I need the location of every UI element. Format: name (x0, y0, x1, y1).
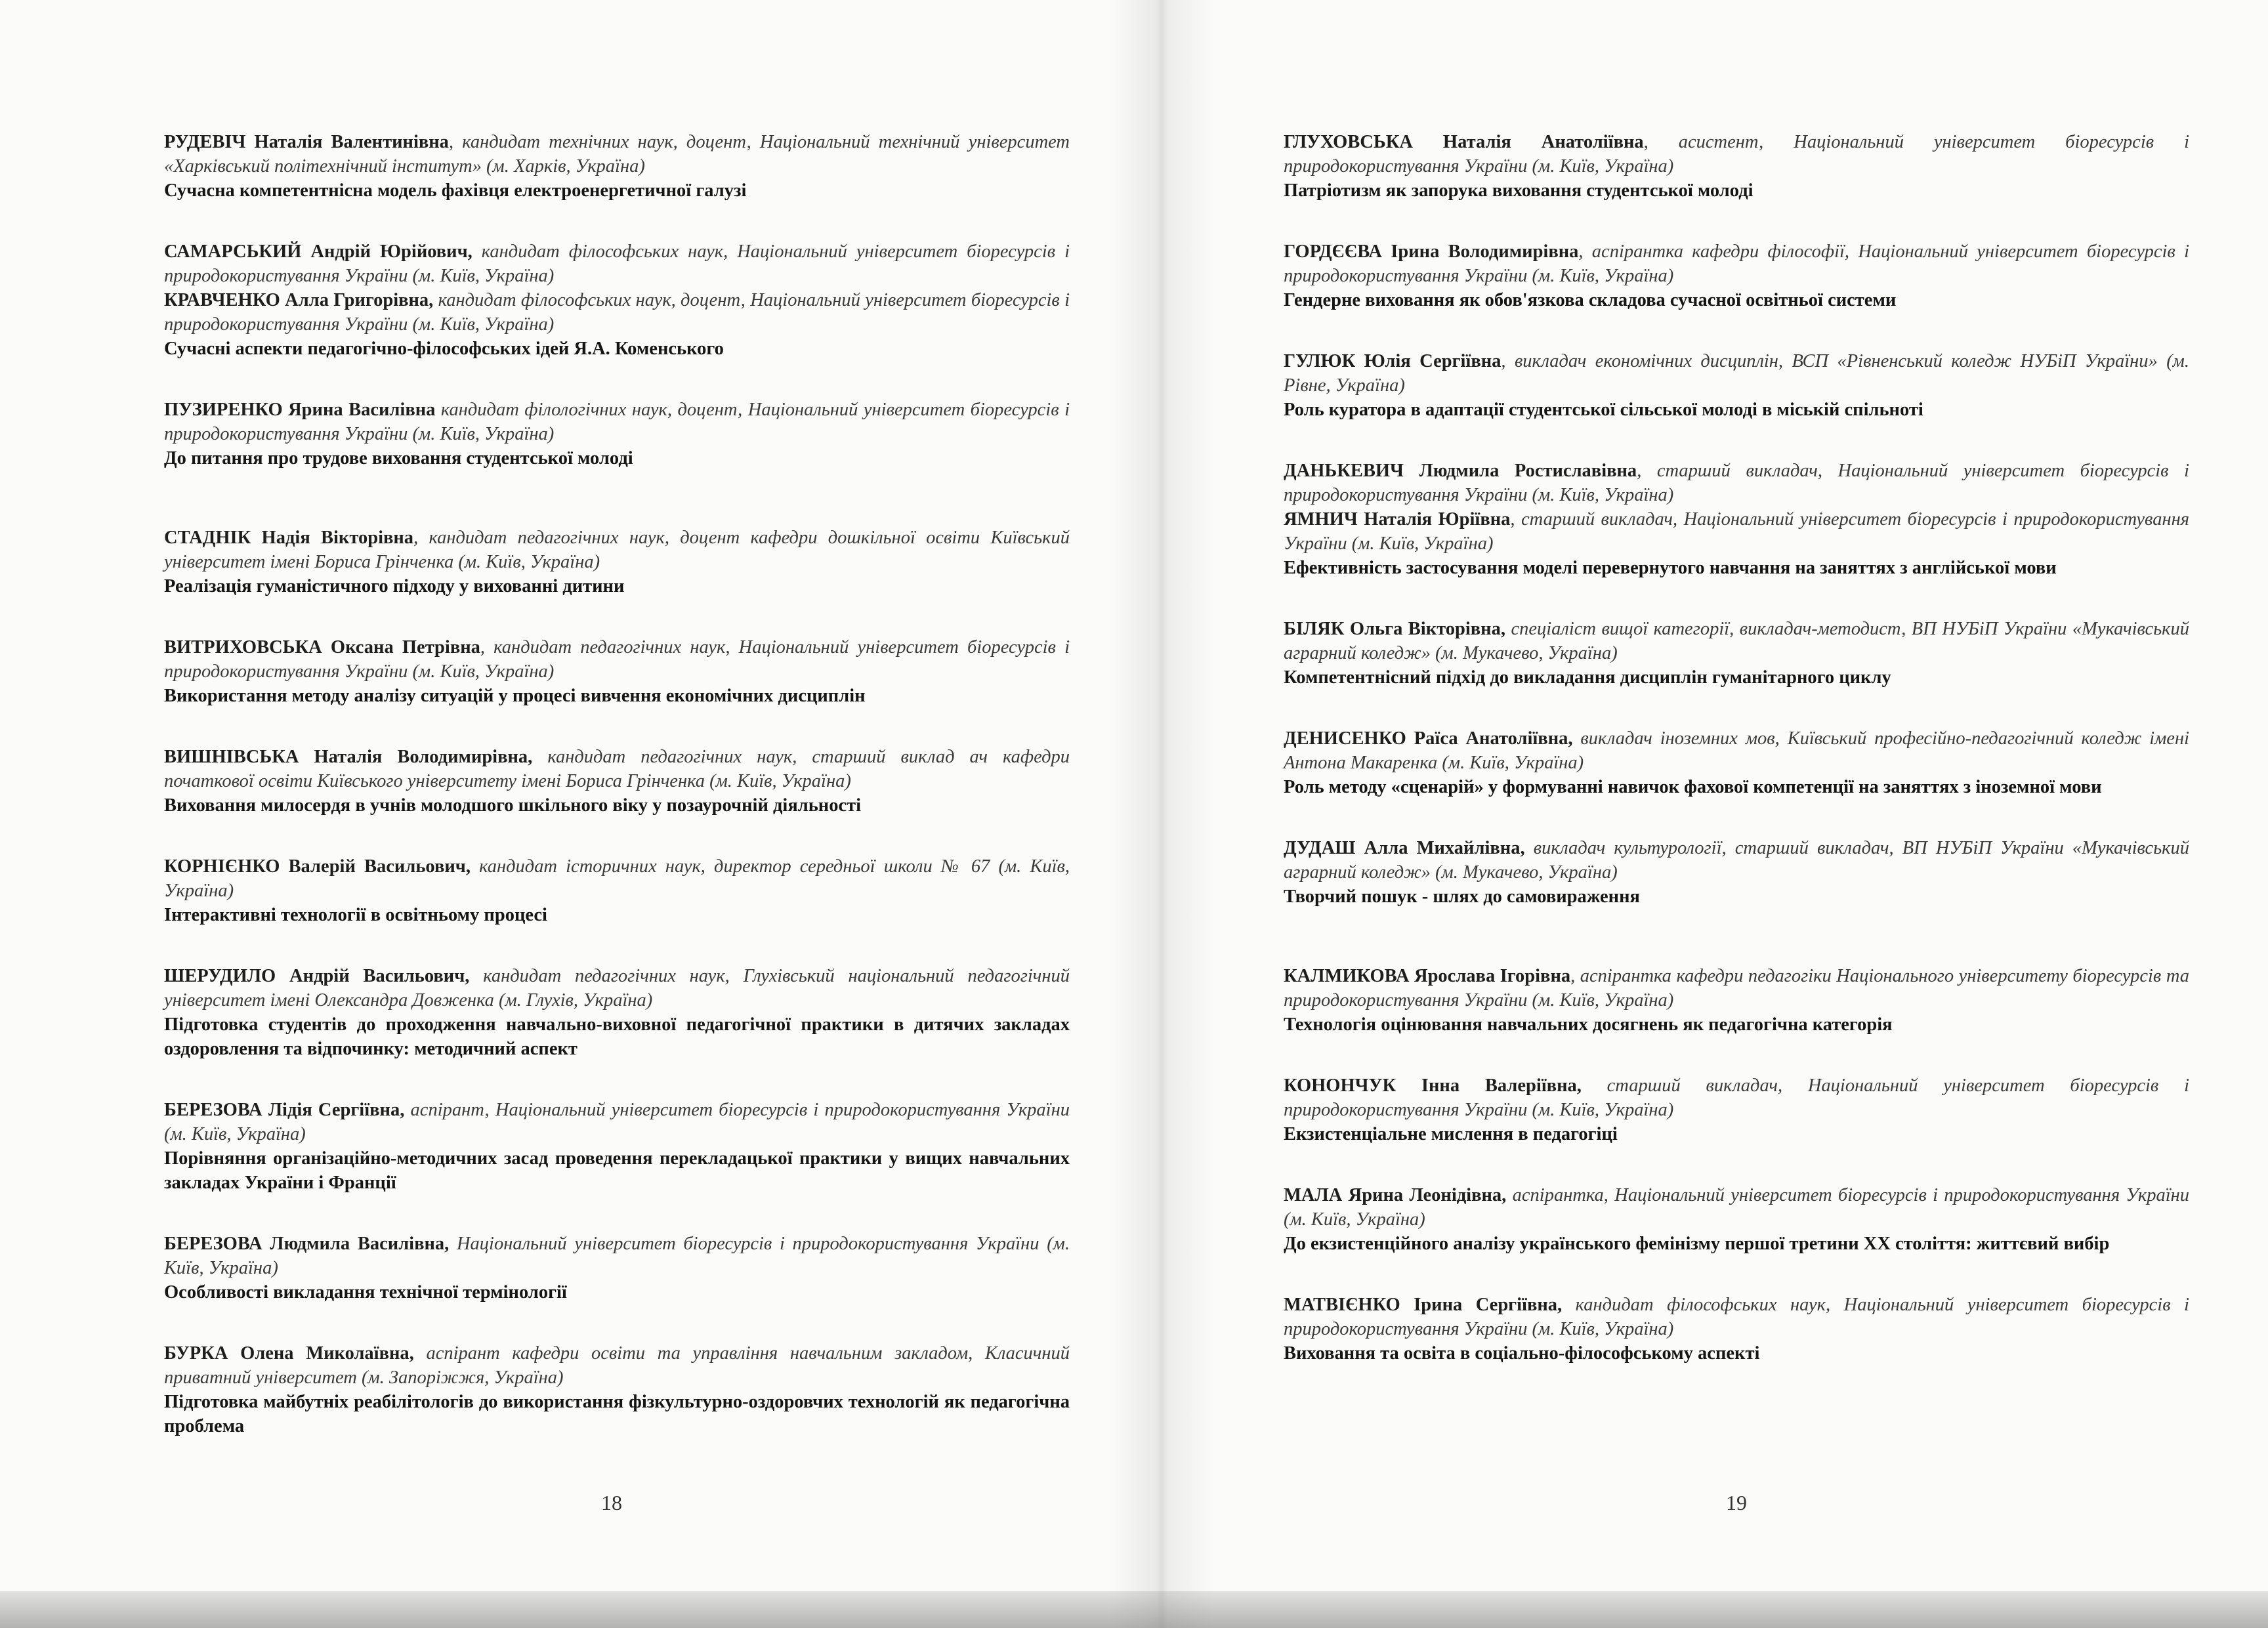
program-entry (1284, 617, 2189, 690)
author-affiliation: кандидат історичних наук, директор середньої школи № 67 (м. Київ, Україна) (164, 856, 1070, 901)
author-affiliation: кандидат педагогічних наук, Глухівський національний педагогічний університет імені Олександра Довженка (м. Глухів, Україна) (164, 966, 1070, 1011)
author-name: БЕРЕЗОВА Людмила Василівна, (164, 1234, 450, 1254)
talk-title: Підготовка майбутніх реабілітологів до використання фізкультурно-оздоровчих технологій як педагогічна проблема (164, 1392, 1070, 1436)
author-name: СТАДНІК Надія Вікторівна (164, 528, 414, 548)
program-entry (1284, 1074, 2189, 1146)
program-entry (164, 964, 1070, 1061)
author-name: ДАНЬКЕВИЧ Людмила Ростиславівна (1284, 461, 1637, 481)
author-line (1284, 349, 2189, 398)
author-line (164, 288, 1070, 337)
author-name: ГУЛЮК Юлія Сергіївна (1284, 351, 1502, 371)
author-line (1284, 836, 2189, 885)
author-line (1284, 1074, 2189, 1122)
program-entry (164, 1341, 1070, 1438)
talk-title: Компетентнісний підхід до викладання дисциплін гуманітарного циклу (1284, 667, 1891, 688)
talk-title: Підготовка студентів до проходження навчально-виховної педагогічної практики в дитячих закладах оздоровлення та відпочинку: методичний аспект (164, 1014, 1070, 1059)
author-affiliation: , старший викладач, Національний університет біоресурсів і природокористування України (м. Київ, Україна) (1284, 509, 2189, 554)
talk-title: Роль методу «сценарій» у формуванні навичок фахової компетенції на заняттях з іноземної мови (1284, 777, 2102, 797)
talk-title: Ефективність застосування моделі перевернутого навчання на заняттях з англійської мови (1284, 558, 2057, 578)
program-entry (164, 745, 1070, 818)
author-line (164, 398, 1070, 446)
talk-title: Реалізація гуманістичного підходу у вихованні дитини (164, 576, 625, 596)
talk-title: До екзистенційного аналізу українського фемінізму першої третини XX століття: життєвий вибір (1284, 1234, 2110, 1254)
program-entry (1284, 964, 2189, 1037)
author-name: БУРКА Олена Миколаївна, (164, 1343, 414, 1364)
author-line (164, 635, 1070, 684)
talk-title: Патріотизм як запорука виховання студентської молоді (1284, 180, 1754, 201)
author-line (1284, 130, 2189, 178)
author-line (164, 1232, 1070, 1280)
author-affiliation: , кандидат технічних наук, доцент, Національний технічний університет «Харківський політехнічний інститут» (м. Харків, Україна) (164, 132, 1070, 177)
author-line (164, 964, 1070, 1012)
talk-title: Виховання та освіта в соціально-філософському аспекті (1284, 1343, 1760, 1364)
author-affiliation: викладач культурології, старший викладач, ВП НУБіП України «Мукачівський аграрний коледж» (м. Мукачево, Україна) (1284, 838, 2189, 883)
author-affiliation: кандидат філософських наук, Національний університет біоресурсів і природокористування України (м. Київ, Україна) (164, 241, 1070, 286)
program-entry (1284, 240, 2189, 312)
program-entry (1284, 836, 2189, 909)
author-line (164, 240, 1070, 288)
talk-title: Виховання милосердя в учнів молодшого шкільного віку у позаурочній діяльності (164, 795, 862, 816)
author-affiliation: старший викладач, Національний університет біоресурсів і природокористування України (м. Київ, Україна) (1284, 1075, 2189, 1120)
author-line (164, 526, 1070, 574)
program-entry (164, 526, 1070, 598)
scan-bottom-edge (0, 1591, 2268, 1628)
program-entry (164, 635, 1070, 708)
author-name: ПУЗИРЕНКО Ярина Василівна (164, 400, 436, 420)
author-name: БІЛЯК Ольга Вікторівна, (1284, 619, 1505, 639)
author-affiliation: кандидат філологічних наук, доцент, Національний університет біоресурсів і природокористування України (м. Київ, Україна) (164, 400, 1070, 444)
author-affiliation: кандидат філософських наук, доцент, Національний університет біоресурсів і природокористування України (м. Київ, Україна) (164, 290, 1070, 335)
author-name: ВИТРИХОВСЬКА Оксана Петрівна (164, 637, 480, 657)
author-affiliation: кандидат філософських наук, Національний університет біоресурсів і природокористування України (м. Київ, Україна) (1284, 1295, 2189, 1339)
author-name: ГЛУХОВСЬКА Наталія Анатоліївна (1284, 132, 1644, 152)
talk-title: Сучасна компетентнісна модель фахівця електроенергетичної галузі (164, 180, 747, 201)
talk-title: Екзистенціальне мислення в педагогіці (1284, 1124, 1618, 1144)
author-line (164, 1341, 1070, 1390)
author-affiliation: , аспірантка кафедри філософії, Національний університет біоресурсів і природокористування України (м. Київ, Україна) (1284, 241, 2189, 286)
author-affiliation: , старший викладач, Національний університет біоресурсів і природокористування України (м. Київ, Україна) (1284, 461, 2189, 505)
author-line (164, 745, 1070, 793)
author-name: ЯМНИЧ Наталія Юріївна (1284, 509, 1511, 530)
author-line (164, 1098, 1070, 1146)
author-line (1284, 459, 2189, 507)
author-name: КОНОНЧУК Інна Валеріївна, (1284, 1075, 1582, 1096)
talk-title: Особливості викладання технічної термінології (164, 1282, 567, 1303)
author-name: ШЕРУДИЛО Андрій Васильович, (164, 966, 470, 986)
program-entry (164, 240, 1070, 361)
program-entry (1284, 349, 2189, 422)
program-entry (1284, 130, 2189, 203)
author-line (1284, 964, 2189, 1012)
author-affiliation: , аспірантка кафедри педагогіки Національного університету біоресурсів та природокористування України (м. Київ, Україна) (1284, 966, 2189, 1011)
page-number-right: 19 (1726, 1491, 1747, 1514)
author-line (1284, 507, 2189, 556)
author-name: МАЛА Ярина Леонідівна, (1284, 1185, 1507, 1205)
talk-title: До питання про трудове виховання студентської молоді (164, 448, 633, 469)
author-name: БЕРЕЗОВА Лідія Сергіївна, (164, 1100, 405, 1120)
talk-title: Сучасні аспекти педагогічно-філософських ідей Я.А. Коменського (164, 339, 724, 359)
talk-title: Творчий пошук - шлях до самовираження (1284, 887, 1640, 907)
author-affiliation: , кандидат педагогічних наук, доцент кафедри дошкільної освіти Київський університет імені Бориса Грінченка (м. Київ, Україна) (164, 528, 1070, 572)
program-entry (164, 1098, 1070, 1195)
author-name: КАЛМИКОВА Ярослава Ігорівна (1284, 966, 1571, 986)
talk-title: Порівняння організаційно-методичних засад проведення перекладацької практики у вищих навчальних закладах України і Франції (164, 1148, 1070, 1193)
program-entry (164, 398, 1070, 470)
author-line (164, 854, 1070, 903)
talk-title: Технологія оцінювання навчальних досягнень як педагогічна категорія (1284, 1014, 1893, 1035)
author-name: МАТВІЄНКО Ірина Сергіївна, (1284, 1295, 1563, 1315)
author-affiliation: Національний університет біоресурсів і природокористування України (м. Київ, Україна) (164, 1234, 1070, 1278)
author-affiliation: аспірант кафедри освіти та управління навчальним закладом, Класичний приватний університет (м. Запоріжжя, Україна) (164, 1343, 1070, 1388)
program-entry (1284, 1183, 2189, 1256)
talk-title: Інтерактивні технології в освітньому процесі (164, 905, 547, 925)
author-affiliation: , асистент, Національний університет біоресурсів і природокористування України (м. Київ, Україна) (1284, 132, 2189, 177)
left-page-program (164, 130, 1070, 1475)
author-name: САМАРСЬКИЙ Андрій Юрійович, (164, 241, 472, 262)
program-entry (1284, 459, 2189, 580)
author-affiliation: викладач іноземних мов, Київський професійно-педагогічний коледж імені Антона Макаренка (м. Київ, Україна) (1284, 728, 2190, 773)
author-affiliation: аспірантка, Національний університет біоресурсів і природокористування України (м. Київ, Україна) (1284, 1185, 2190, 1230)
author-name: ВИШНІВСЬКА Наталія Володимирівна, (164, 747, 533, 767)
program-entry (164, 1232, 1070, 1304)
author-line (1284, 1293, 2189, 1341)
author-affiliation: кандидат педагогічних наук, старший виклад ач кафедри початкової освіти Київського університету імені Бориса Грінченка (м. Київ, Україна) (164, 747, 1070, 791)
author-line (1284, 240, 2189, 288)
program-entry (164, 854, 1070, 927)
program-entry (164, 130, 1070, 203)
right-page-program (1284, 130, 2189, 1402)
author-line (164, 130, 1070, 178)
author-name: ГОРДЄЄВА Ірина Володимирівна (1284, 241, 1579, 262)
talk-title: Роль куратора в адаптації студентської сільської молоді в міській спільноті (1284, 400, 1923, 420)
talk-title: Гендерне виховання як обов'язкова складова сучасної освітньої системи (1284, 290, 1897, 310)
author-line (1284, 726, 2189, 775)
author-name: КРАВЧЕНКО Алла Григорівна, (164, 290, 434, 310)
author-affiliation: аспірант, Національний університет біоресурсів і природокористування України (м. Київ, Україна) (164, 1100, 1070, 1144)
program-entry (1284, 726, 2189, 799)
right-page (1162, 0, 2268, 1628)
author-name: ДУДАШ Алла Михайлівна, (1284, 838, 1525, 858)
author-affiliation: , викладач економічних дисциплін, ВСП «Рівненський коледж НУБіП України» (м. Рівне, Україна) (1284, 351, 2189, 396)
author-line (1284, 1183, 2189, 1232)
talk-title: Використання методу аналізу ситуацій у процесі вивчення економічних дисциплін (164, 686, 866, 706)
page-number-left: 18 (601, 1491, 622, 1514)
program-entry (1284, 1293, 2189, 1366)
author-name: ДЕНИСЕНКО Раїса Анатоліївна, (1284, 728, 1573, 749)
author-line (1284, 617, 2189, 665)
author-name: РУДЕВІЧ Наталія Валентинівна (164, 132, 449, 152)
author-name: КОРНІЄНКО Валерій Васильович, (164, 856, 471, 877)
author-affiliation: спеціаліст вищої категорії, викладач-методист, ВП НУБіП України «Мукачівський аграрний коледж» (м. Мукачево, Україна) (1284, 619, 2189, 663)
book-gutter-shadow (1109, 0, 1214, 1628)
author-affiliation: , кандидат педагогічних наук, Національний університет біоресурсів і природокористування України (м. Київ, Україна) (164, 637, 1070, 682)
